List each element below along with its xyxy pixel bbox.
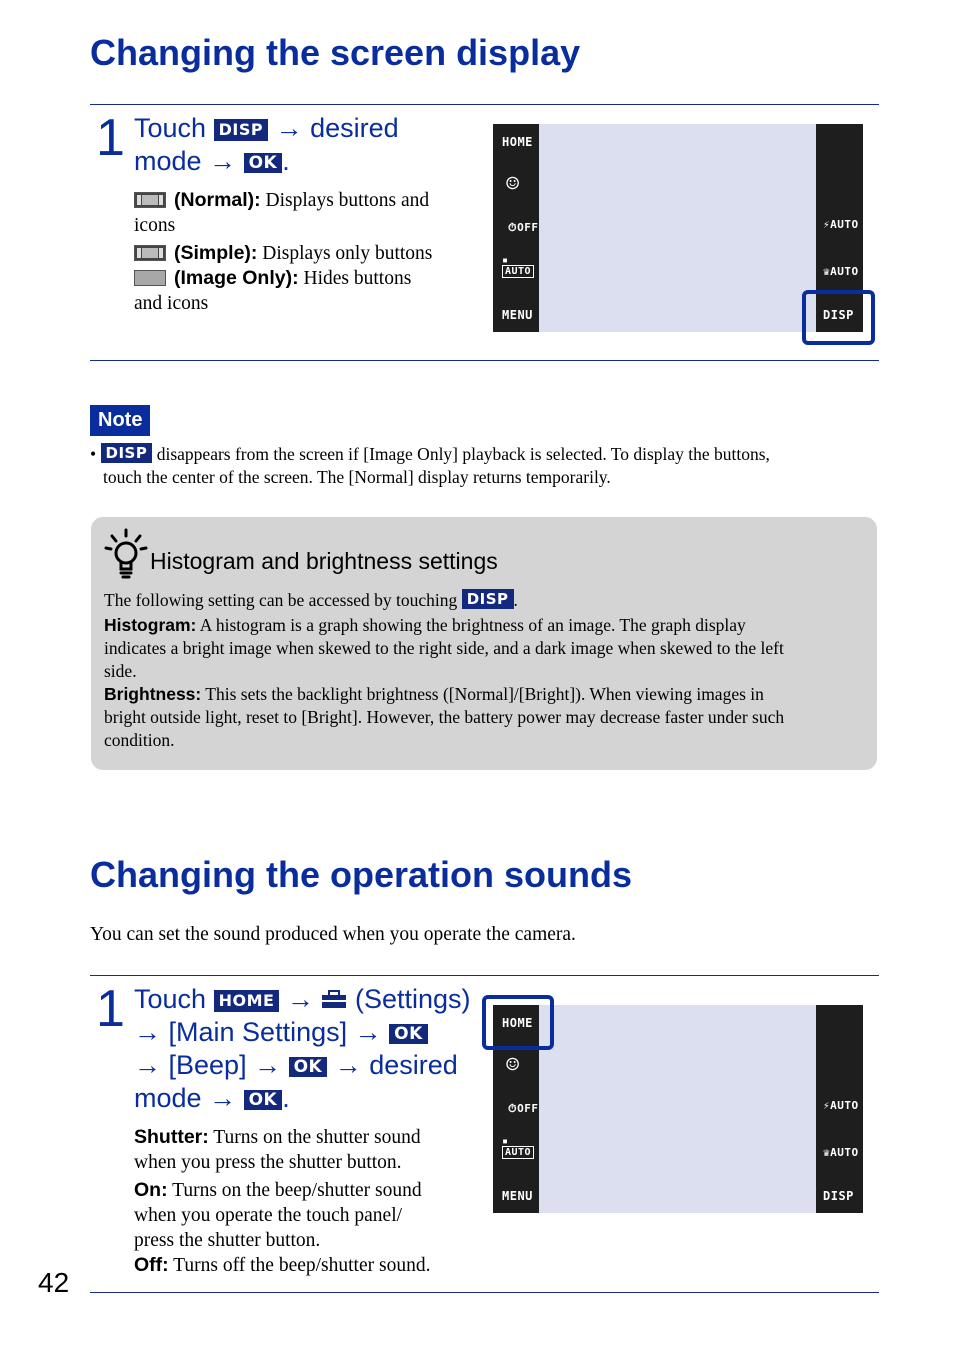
disp-highlight	[802, 290, 875, 345]
step-instruction-line4: mode → OK .	[134, 1083, 290, 1113]
home-button: HOME	[502, 1016, 533, 1030]
step-number: 1	[96, 980, 125, 1038]
step-instruction-line1: Touch DISP → desired	[134, 113, 399, 143]
step-instruction-line1: Touch HOME → (Settings)	[134, 984, 471, 1014]
disp-button-icon: DISP	[462, 589, 514, 609]
note-text: • DISP disappears from the screen if [Image Only] playback is selected. To display the buttons, touch the center of the screen. The [Normal] display returns temporarily.	[90, 444, 770, 487]
disp-button-icon: DISP	[101, 443, 153, 463]
section-title-operation-sounds: Changing the operation sounds	[90, 854, 632, 895]
step-instruction-line2: → [Main Settings] → OK	[134, 1016, 428, 1049]
simple-mode-icon	[134, 245, 166, 261]
section-title-screen-display: Changing the screen display	[90, 32, 581, 73]
ok-button-icon: OK	[244, 1090, 283, 1110]
ok-button-icon: OK	[289, 1057, 328, 1077]
lcd-area	[539, 1005, 816, 1213]
divider	[90, 975, 879, 976]
flash-auto-icon: ⚡AUTO	[823, 1099, 859, 1112]
note-badge: Note	[90, 405, 150, 436]
menu-button: MENU	[502, 1189, 533, 1203]
step-instruction-line3: → [Beep] → OK → desired	[134, 1050, 458, 1080]
scene-auto-icon: ▪ AUTO	[502, 1136, 534, 1158]
mode-simple: (Simple): Displays only buttons	[134, 241, 484, 266]
home-highlight	[482, 995, 554, 1050]
toolbox-settings-icon	[321, 984, 347, 1004]
disp-button-icon: DISP	[214, 119, 268, 141]
mode-image-only: (Image Only): Hides buttons	[134, 266, 484, 291]
ok-button-icon: OK	[244, 153, 283, 173]
hint-lightbulb-icon	[104, 528, 150, 582]
step-instruction-line2: mode → OK .	[134, 146, 290, 176]
ok-button-icon: OK	[389, 1024, 428, 1044]
lcd-area	[539, 124, 816, 332]
self-timer-off-icon: ⏱OFF	[508, 1102, 539, 1115]
smile-icon: ☺	[506, 172, 520, 197]
mode-list: (Normal): Displays buttons and icons (Simple): Displays only buttons (Image Only): Hides buttons and icons	[134, 188, 484, 316]
home-button-icon: HOME	[214, 990, 280, 1012]
divider	[90, 1292, 879, 1293]
smile-detect-auto-icon: ♛AUTO	[823, 265, 859, 278]
self-timer-off-icon: ⏱OFF	[508, 221, 539, 234]
section-intro: You can set the sound produced when you operate the camera.	[90, 924, 576, 945]
page-number: 42	[38, 1267, 70, 1298]
home-button: HOME	[502, 135, 533, 149]
scene-auto-icon: ▪ AUTO	[502, 255, 534, 277]
flash-auto-icon: ⚡AUTO	[823, 218, 859, 231]
disp-button: DISP	[823, 308, 854, 322]
normal-mode-icon	[134, 192, 166, 208]
menu-button: MENU	[502, 308, 533, 322]
step-number: 1	[96, 109, 125, 167]
divider	[90, 360, 879, 361]
divider	[90, 104, 879, 105]
beep-options: Shutter: Turns on the shutter sound when you press the shutter button. On: Turns on the beep/shutter sound when you operate the touch panel/ press the shutter button. Off: Turns off the beep/shutter sound.	[134, 1126, 431, 1276]
image-only-mode-icon	[134, 270, 166, 286]
disp-button: DISP	[823, 1189, 854, 1203]
tip-title: Histogram and brightness settings	[150, 548, 498, 574]
mode-normal: (Normal): Displays buttons and	[134, 188, 484, 213]
smile-detect-auto-icon: ♛AUTO	[823, 1146, 859, 1159]
tip-body: The following setting can be accessed by touching DISP . Histogram: A histogram is a graph showing the brightness of an image. The graph display indicates a bright image when skewed to the right side, and a dark image when skewed to the left side. Brightness: This sets the backlight brightness ([Normal]/[Bright]). When viewing images in bright outside light, reset to [Bright]. However, the battery power may decrease faster under such condition.	[104, 590, 785, 750]
smile-icon: ☺	[506, 1053, 520, 1078]
